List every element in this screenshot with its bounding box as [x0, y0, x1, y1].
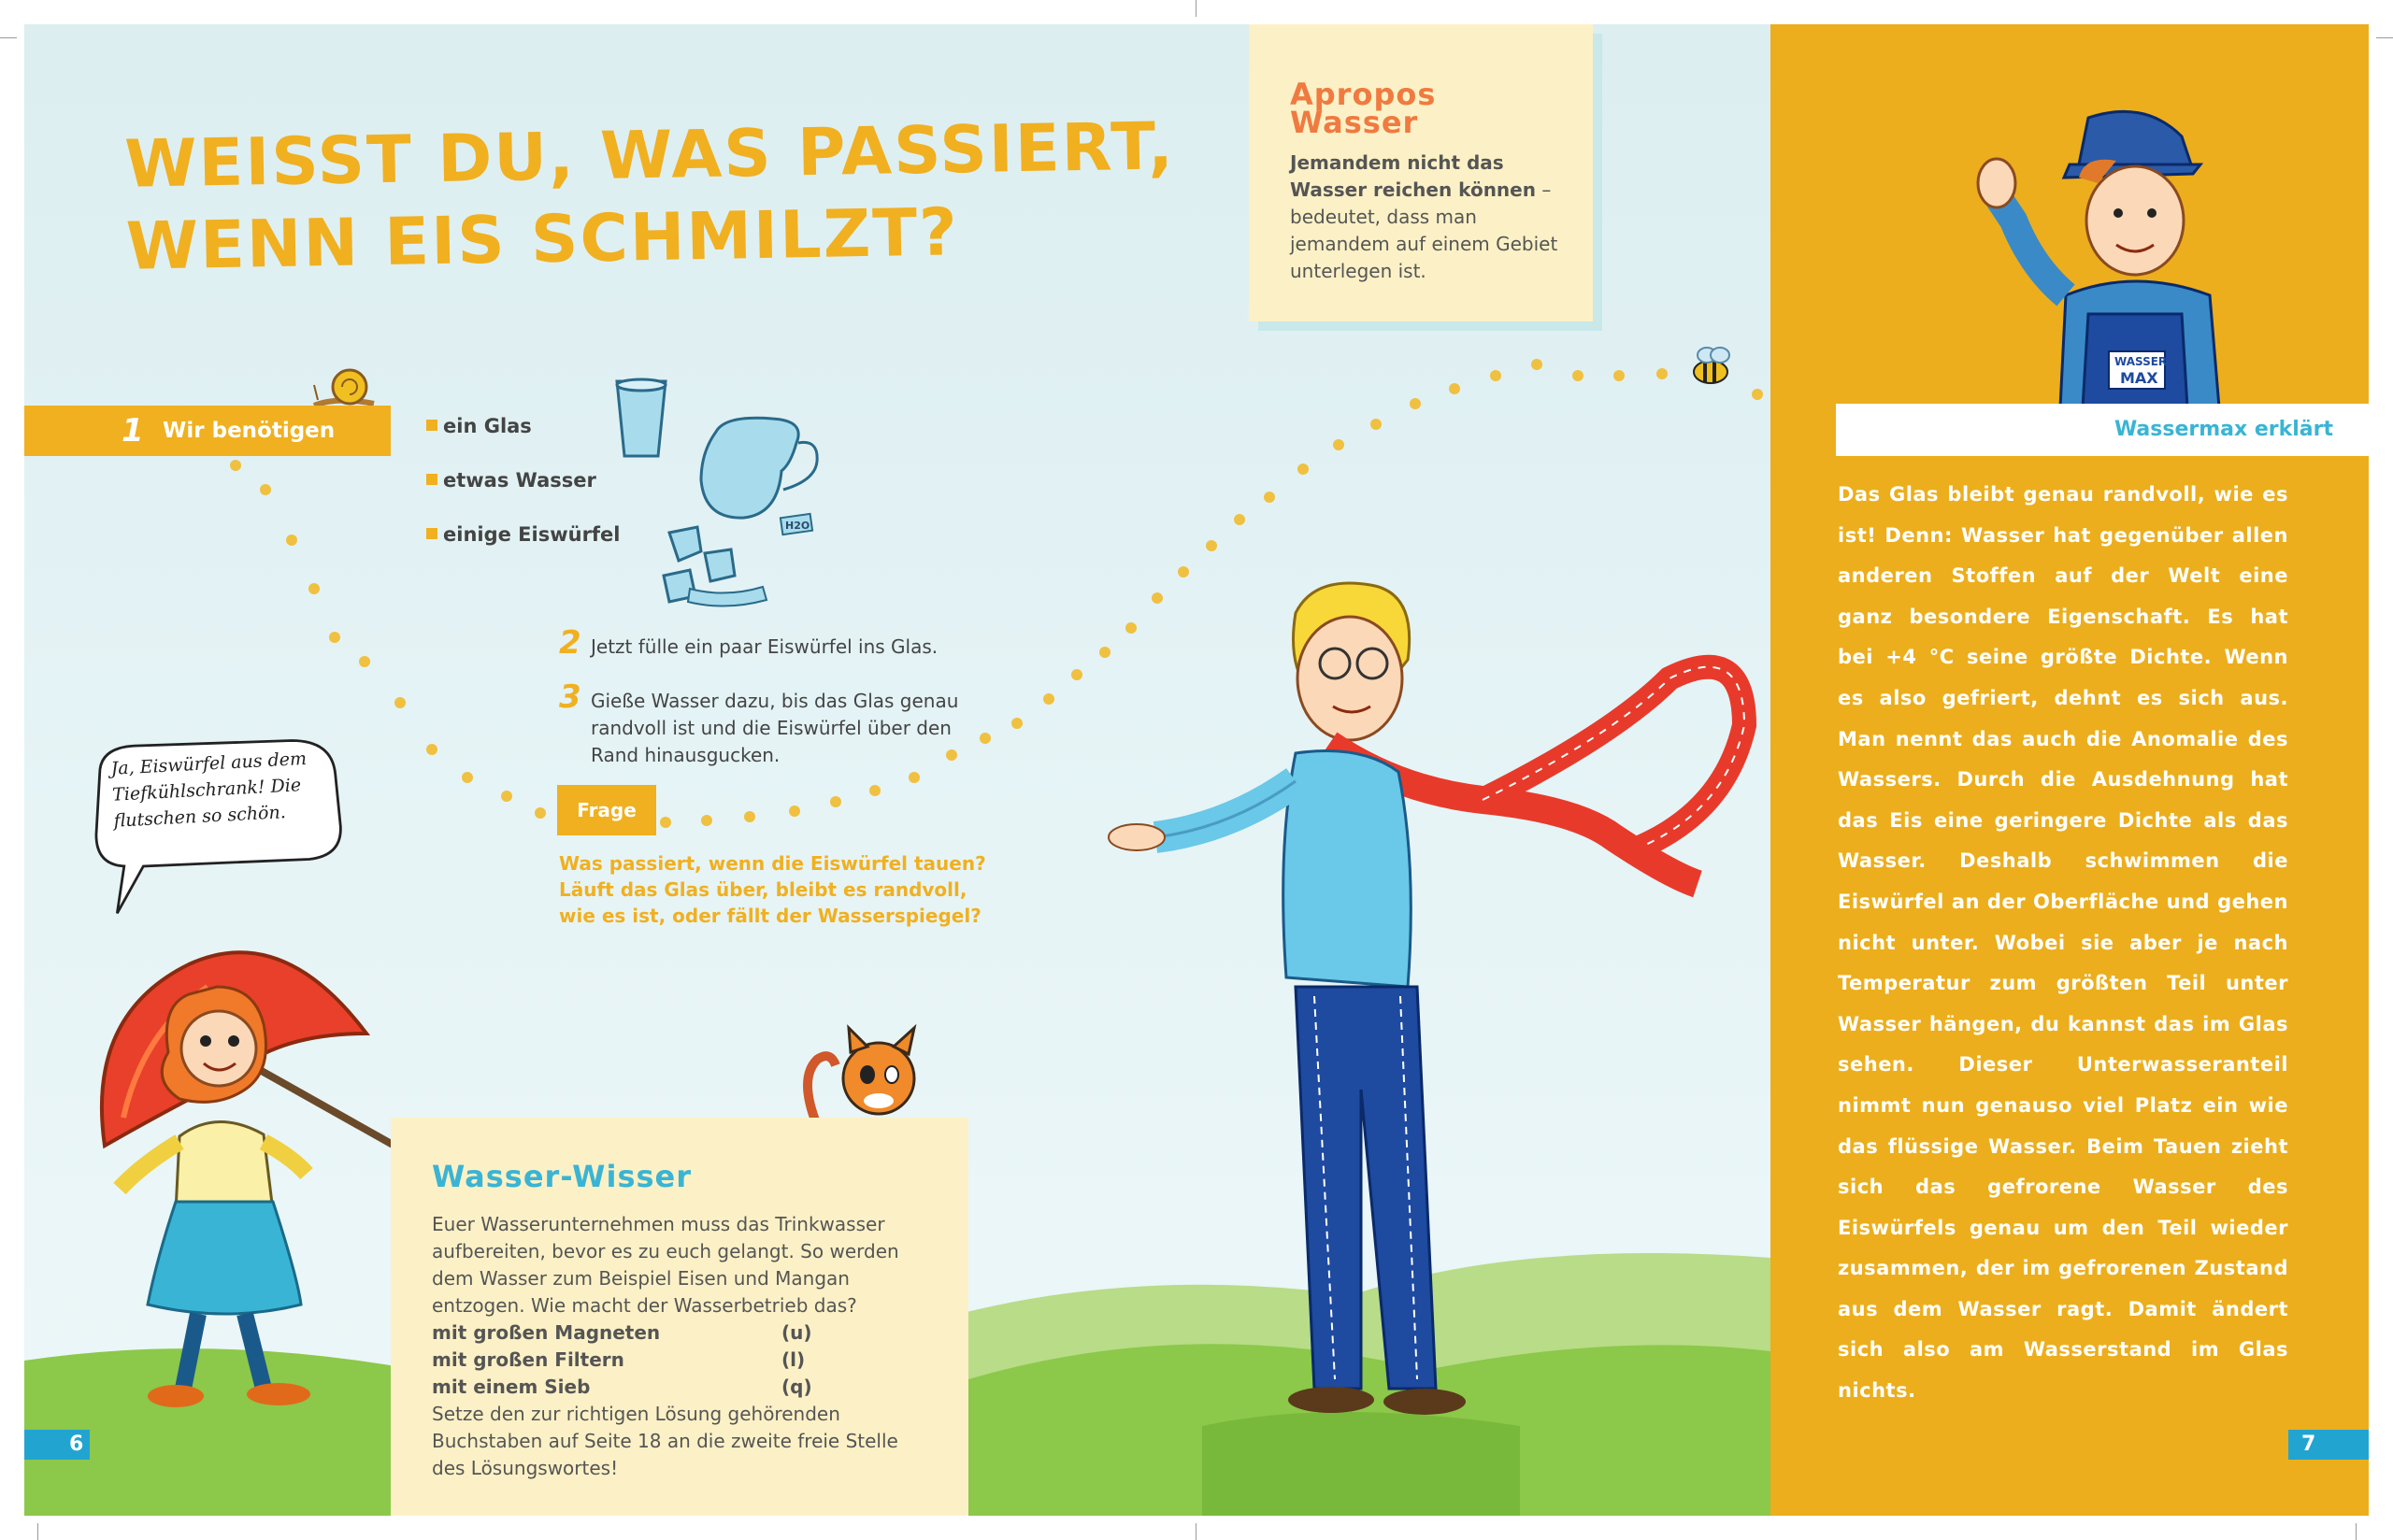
step-2-text: Jetzt fülle ein paar Eiswürfel ins Glas.	[591, 635, 939, 658]
glass-jug-ice-illustration	[585, 378, 828, 611]
h2o-label: H2O	[785, 520, 810, 532]
wassermax-character-illustration	[1976, 99, 2294, 407]
bullet-square-icon	[426, 528, 437, 539]
answer-option: mit einem Sieb (q)	[432, 1376, 812, 1398]
speech-bubble-text: Ja, Eiswürfel aus dem Tiefkühlschrank! Die flutschen so schön.	[110, 748, 308, 832]
girl-with-umbrella-illustration	[86, 903, 404, 1463]
wassermax-heading: Wassermax erklärt	[2114, 418, 2333, 441]
wassermax-badge-top: WASSER	[2114, 355, 2168, 368]
bee-illustration	[1684, 342, 1741, 389]
wassermax-explanation: Das Glas bleibt genau randvoll, wie es ist! Denn: Wasser hat gegenüber allen anderen Stoffen auf der Welt eine ganz besondere Eigenschaft. Es hat bei +4 °C seine größte Dichte. Wenn es also gefriert, dehnt es sich aus. Man nennt das auch die Anomalie des Wassers. Durch die Ausdehnung hat das Eis eine geringere Dichte als das Wasser. Deshalb schwimmen die Eiswürfel an der Oberfläche und gehen nicht unter. Wobei sie aber je nach Temperatur zum größten Teil unter Wasser hängen, du kannst das im Glas sehen. Dieser Unterwasseranteil nimmt nun genauso viel Platz ein wie das flüssige Wasser. Beim Tauen zieht sich das gefrorene Wasser des Eiswürfels genau um den Teil wieder zusammen, der im gefrorenen Zustand aus dem Wasser ragt. Damit ändert sich also am Wasserstand im Glas nichts.	[1838, 483, 2288, 1403]
title-line-1: WEISST DU, WAS PASSIERT,	[123, 107, 1176, 203]
question-label: Frage	[557, 785, 656, 835]
crop-mark	[2376, 37, 2393, 38]
apropos-idiom: Jemandem nicht das Wasser reichen können	[1290, 151, 1536, 201]
question-text: Was passiert, wenn die Eiswürfel tauen? Läuft das Glas über, bleibt es randvoll, wie es ist, oder fällt der Wasserspiegel?	[559, 852, 986, 927]
page-title	[124, 105, 1177, 288]
material-item-water: etwas Wasser	[426, 469, 596, 492]
material-item-ice: einige Eiswürfel	[426, 523, 621, 546]
title-line-2: WENN EIS SCHMILZT?	[125, 193, 960, 285]
crop-mark	[2356, 1523, 2357, 1540]
apropos-wasser-box	[1249, 24, 1593, 321]
step-1-number: 1	[122, 412, 144, 449]
step-1-bar	[24, 406, 391, 456]
page-number-left: 6	[24, 1430, 90, 1460]
wassermax-panel	[1770, 24, 2369, 1516]
apropos-meaning: bedeutet, dass man jemandem auf einem Gebiet unterlegen ist.	[1290, 206, 1558, 282]
step-2-number: 2	[559, 624, 581, 662]
step-3-text: Gieße Wasser dazu, bis das Glas genau randvoll ist und die Eiswürfel über den Rand hinausgucken.	[591, 690, 959, 766]
step-1-label: Wir benötigen	[163, 419, 336, 443]
bullet-square-icon	[426, 474, 437, 485]
wasser-wisser-box	[391, 1118, 968, 1516]
wasser-wisser-intro: Euer Wasserunternehmen muss das Trinkwasser aufbereiten, bevor es zu euch gelangt. So werden dem Wasser zum Beispiel Eisen und Mangan entzogen. Wie macht der Wasserbetrieb das?	[432, 1213, 899, 1317]
wasser-wisser-instruction: Setze den zur richtigen Lösung gehörenden Buchstaben auf Seite 18 an die zweite freie Stelle des Lösungswortes!	[432, 1403, 898, 1479]
double-page-spread	[24, 24, 2369, 1516]
answer-option: mit großen Magneten (u)	[432, 1321, 812, 1344]
apropos-body: Jemandem nicht das Wasser reichen können – bedeutet, dass man jemandem auf einem Gebiet unterlegen ist.	[1290, 151, 1558, 282]
boy-with-scarf-illustration	[1090, 566, 1782, 1426]
crop-mark	[37, 1523, 38, 1540]
step-3-number: 3	[559, 678, 581, 716]
wasser-wisser-heading: Wasser-Wisser	[432, 1159, 693, 1194]
crop-mark	[0, 37, 17, 38]
wassermax-badge-bottom: MAX	[2120, 369, 2158, 387]
answer-option: mit großen Filtern (l)	[432, 1348, 806, 1371]
wassermax-heading-bar	[1836, 404, 2369, 456]
page-number-right: 7	[2288, 1430, 2369, 1460]
material-item-glass: ein Glas	[426, 415, 532, 437]
bullet-square-icon	[426, 420, 437, 431]
apropos-heading: Apropos Wasser	[1290, 77, 1437, 140]
